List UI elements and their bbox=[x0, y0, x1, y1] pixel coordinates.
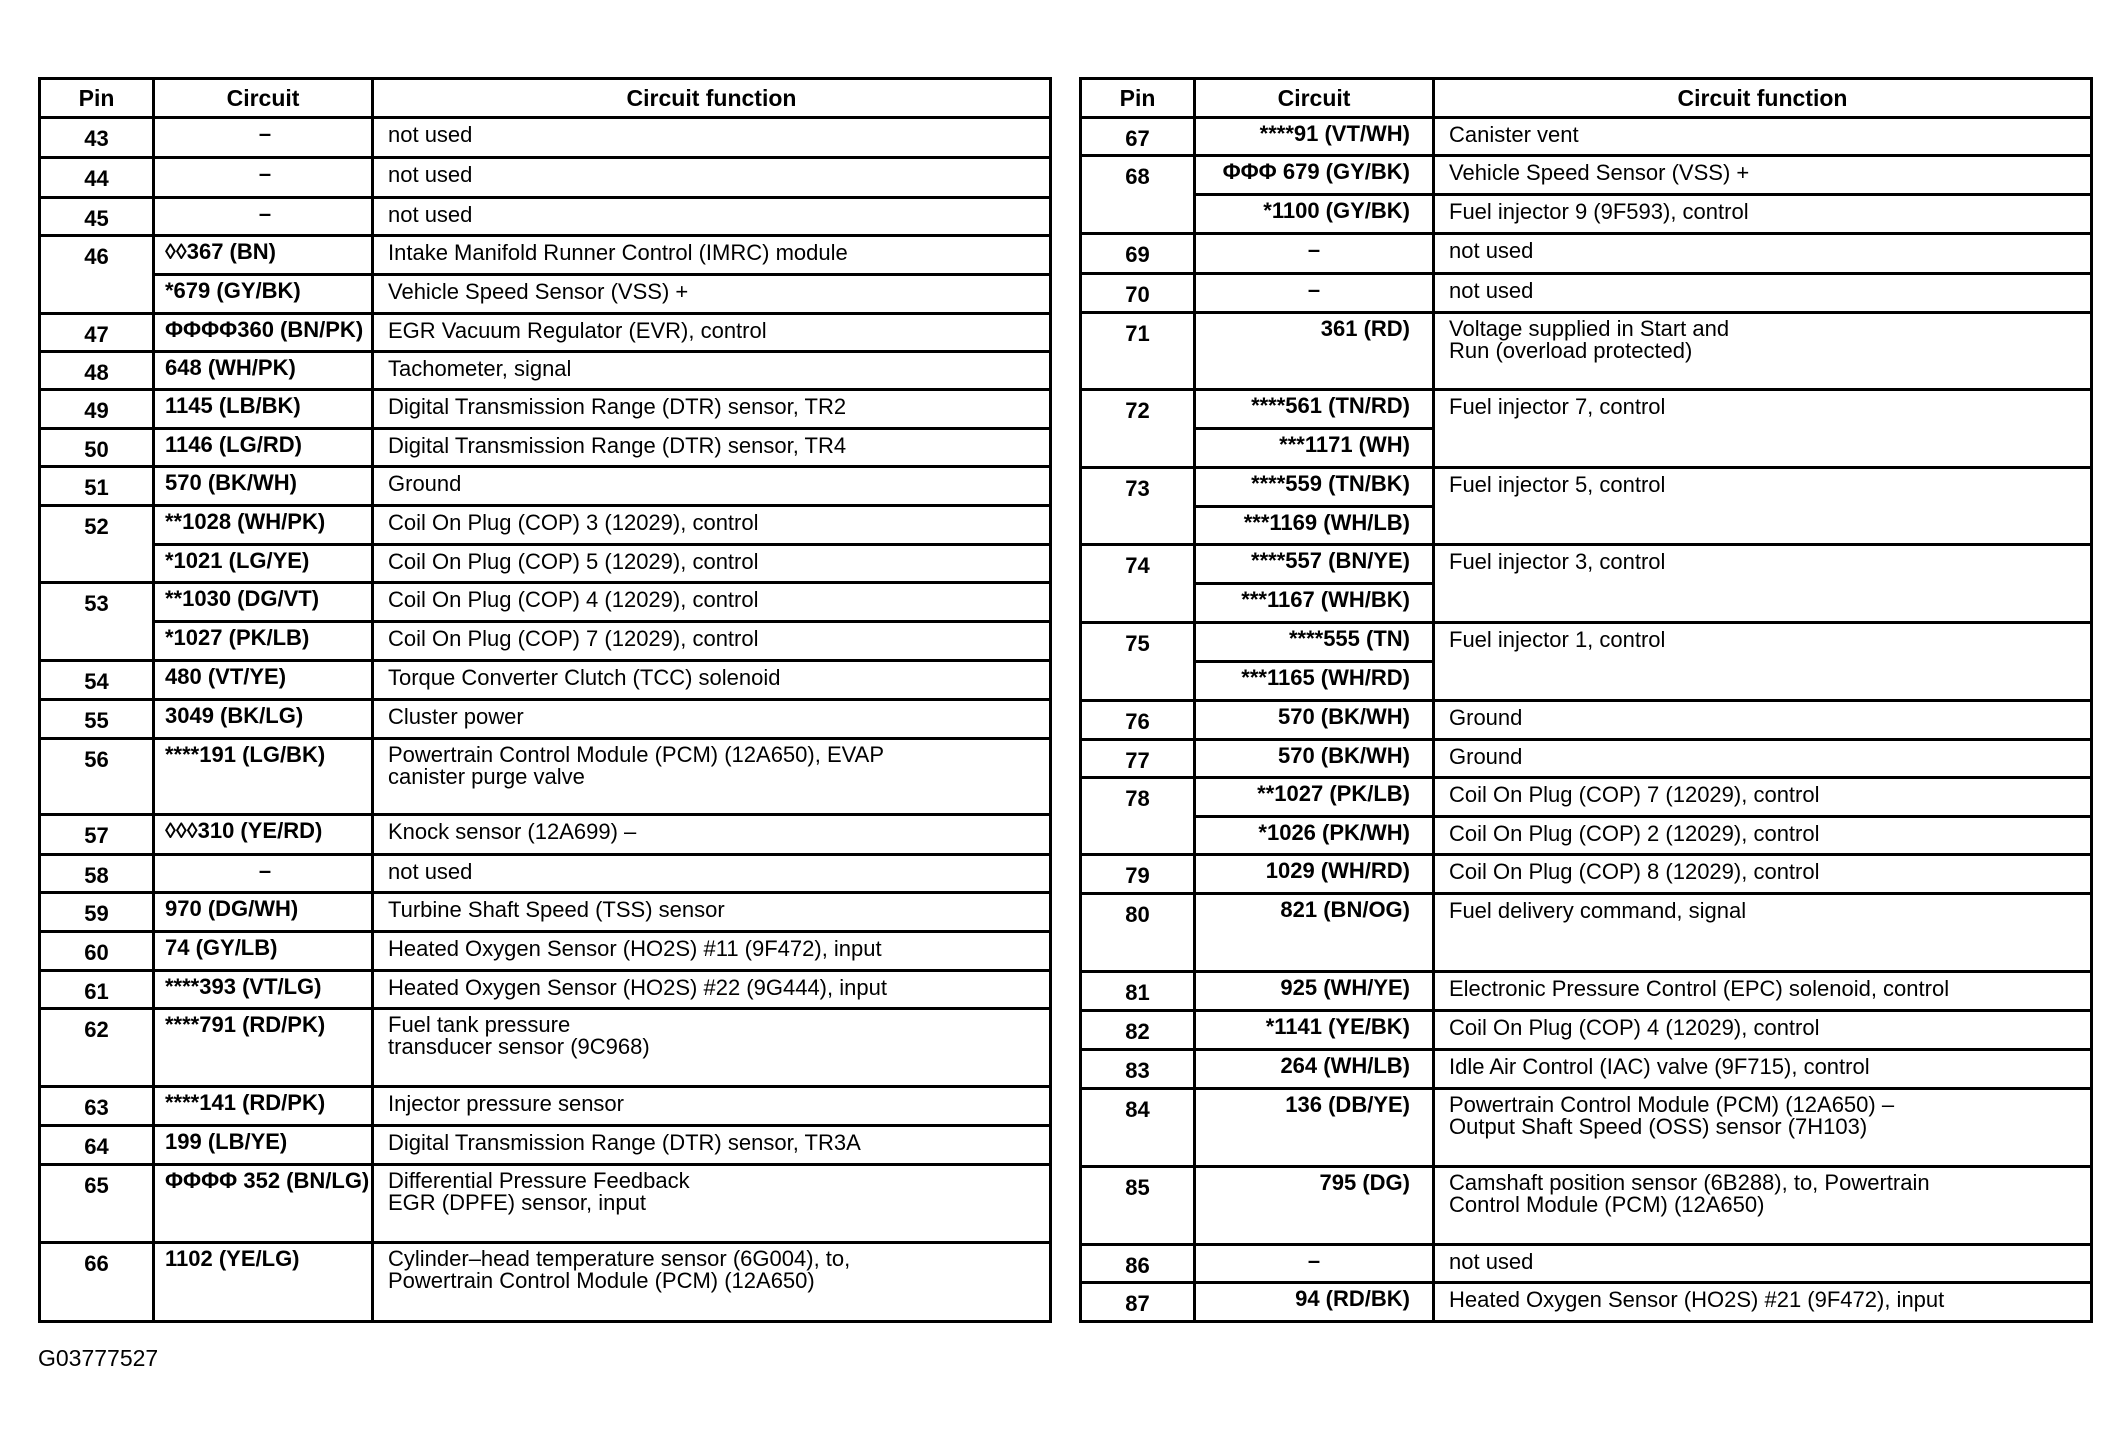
header-circuit-function: Circuit function bbox=[1434, 79, 2092, 118]
circuit-function: Electronic Pressure Control (EPC) solenoid, control bbox=[1434, 972, 2092, 1011]
pin-number: 49 bbox=[40, 390, 154, 429]
circuit-code: – bbox=[1195, 1245, 1434, 1283]
header-circuit: Circuit bbox=[154, 79, 373, 118]
pin-row bbox=[40, 1165, 1051, 1243]
circuit-code: – bbox=[1195, 274, 1434, 313]
pin-row bbox=[1081, 894, 2092, 972]
circuit-function: Heated Oxygen Sensor (HO2S) #11 (9F472), input bbox=[373, 932, 1051, 971]
pin-number: 45 bbox=[40, 198, 154, 236]
pin-row-continued bbox=[40, 622, 1051, 661]
circuit-function: Torque Converter Clutch (TCC) solenoid bbox=[373, 661, 1051, 700]
pin-number: 68 bbox=[1081, 156, 1195, 234]
circuit-function: Fuel injector 5, control bbox=[1434, 468, 2092, 545]
circuit-code: 648 (WH/PK) bbox=[154, 352, 373, 390]
circuit-function: Idle Air Control (IAC) valve (9F715), control bbox=[1434, 1050, 2092, 1089]
pin-number: 60 bbox=[40, 932, 154, 971]
pin-number: 53 bbox=[40, 583, 154, 661]
pin-row bbox=[40, 932, 1051, 971]
header-circuit-function: Circuit function bbox=[373, 79, 1051, 118]
circuit-code: 970 (DG/WH) bbox=[154, 893, 373, 932]
circuit-function: Digital Transmission Range (DTR) sensor, TR4 bbox=[373, 429, 1051, 467]
pin-row bbox=[1081, 623, 2092, 662]
circuit-code: 1146 (LG/RD) bbox=[154, 429, 373, 467]
pin-row bbox=[1081, 1011, 2092, 1050]
circuit-code: ***1171 (WH) bbox=[1195, 429, 1434, 468]
circuit-function: Intake Manifold Runner Control (IMRC) module bbox=[373, 236, 1051, 275]
circuit-code: ****561 (TN/RD) bbox=[1195, 390, 1434, 429]
pin-row bbox=[40, 390, 1051, 429]
pin-number: 74 bbox=[1081, 545, 1195, 623]
pin-number: 50 bbox=[40, 429, 154, 467]
header-row bbox=[40, 79, 1051, 118]
pin-row bbox=[40, 467, 1051, 506]
circuit-code: – bbox=[1195, 234, 1434, 274]
circuit-function: Coil On Plug (COP) 7 (12029), control bbox=[373, 622, 1051, 661]
pin-number: 73 bbox=[1081, 468, 1195, 545]
circuit-code: 480 (VT/YE) bbox=[154, 661, 373, 700]
circuit-function: Heated Oxygen Sensor (HO2S) #22 (9G444), input bbox=[373, 971, 1051, 1009]
pin-row bbox=[1081, 1167, 2092, 1245]
circuit-code: *1021 (LG/YE) bbox=[154, 544, 373, 583]
circuit-function: Fuel injector 9 (9F593), control bbox=[1434, 195, 2092, 234]
pin-number: 71 bbox=[1081, 313, 1195, 390]
pin-row bbox=[40, 815, 1051, 855]
figure-code: G03777527 bbox=[38, 1345, 159, 1371]
circuit-code: 1102 (YE/LG) bbox=[154, 1243, 373, 1322]
pin-row bbox=[1081, 740, 2092, 778]
header-row bbox=[1081, 79, 2092, 118]
circuit-code: ***1165 (WH/RD) bbox=[1195, 662, 1434, 701]
circuit-function: Fuel injector 7, control bbox=[1434, 390, 2092, 468]
circuit-code: 136 (DB/YE) bbox=[1195, 1089, 1434, 1167]
pin-row bbox=[1081, 545, 2092, 584]
pin-row bbox=[40, 661, 1051, 700]
pin-row bbox=[40, 198, 1051, 236]
circuit-code: 795 (DG) bbox=[1195, 1167, 1434, 1245]
pin-row bbox=[40, 1126, 1051, 1165]
circuit-function: Ground bbox=[1434, 701, 2092, 740]
circuit-function: not used bbox=[373, 198, 1051, 236]
circuit-function: Fuel delivery command, signal bbox=[1434, 894, 2092, 972]
pin-number: 84 bbox=[1081, 1089, 1195, 1167]
circuit-code: *1141 (YE/BK) bbox=[1195, 1011, 1434, 1050]
circuit-function: Differential Pressure Feedback EGR (DPFE) sensor, input bbox=[373, 1165, 1051, 1243]
circuit-code: 570 (BK/WH) bbox=[1195, 701, 1434, 740]
circuit-code: ****91 (VT/WH) bbox=[1195, 118, 1434, 156]
circuit-code: 74 (GY/LB) bbox=[154, 932, 373, 971]
pin-row bbox=[1081, 313, 2092, 390]
pin-number: 85 bbox=[1081, 1167, 1195, 1245]
pin-row bbox=[40, 158, 1051, 198]
circuit-function: Ground bbox=[373, 467, 1051, 506]
circuit-function: Fuel injector 3, control bbox=[1434, 545, 2092, 623]
pin-number: 46 bbox=[40, 236, 154, 314]
pin-number: 81 bbox=[1081, 972, 1195, 1011]
circuit-function: not used bbox=[373, 158, 1051, 198]
circuit-code: **1030 (DG/VT) bbox=[154, 583, 373, 622]
pin-row-continued bbox=[1081, 816, 2092, 855]
circuit-function: Coil On Plug (COP) 5 (12029), control bbox=[373, 544, 1051, 583]
pin-number: 80 bbox=[1081, 894, 1195, 972]
circuit-function: Fuel injector 1, control bbox=[1434, 623, 2092, 701]
header-pin: Pin bbox=[1081, 79, 1195, 118]
circuit-function: not used bbox=[373, 118, 1051, 158]
circuit-code: ◊◊367 (BN) bbox=[154, 236, 373, 275]
pin-row bbox=[40, 236, 1051, 275]
circuit-code: 264 (WH/LB) bbox=[1195, 1050, 1434, 1089]
pin-row bbox=[40, 971, 1051, 1009]
pin-row bbox=[40, 429, 1051, 467]
pinout-table-left bbox=[38, 77, 1052, 1323]
pin-row bbox=[1081, 1283, 2092, 1322]
pin-row bbox=[1081, 972, 2092, 1011]
pin-number: 83 bbox=[1081, 1050, 1195, 1089]
pin-row-continued bbox=[40, 275, 1051, 314]
circuit-code: ****191 (LG/BK) bbox=[154, 739, 373, 815]
pin-row bbox=[40, 1243, 1051, 1322]
circuit-function: not used bbox=[1434, 234, 2092, 274]
circuit-function: Coil On Plug (COP) 7 (12029), control bbox=[1434, 778, 2092, 817]
circuit-function: not used bbox=[373, 855, 1051, 893]
pin-row bbox=[1081, 855, 2092, 894]
circuit-code: 925 (WH/YE) bbox=[1195, 972, 1434, 1011]
pin-number: 56 bbox=[40, 739, 154, 815]
circuit-code: 94 (RD/BK) bbox=[1195, 1283, 1434, 1322]
circuit-code: – bbox=[154, 118, 373, 158]
pin-number: 69 bbox=[1081, 234, 1195, 274]
pin-number: 55 bbox=[40, 700, 154, 739]
pinout-table-right bbox=[1079, 77, 2093, 1323]
circuit-code: ΦΦΦΦ 352 (BN/LG) bbox=[154, 1165, 373, 1243]
circuit-code: ◊◊◊310 (YE/RD) bbox=[154, 815, 373, 855]
circuit-code: **1027 (PK/LB) bbox=[1195, 778, 1434, 817]
circuit-code: ***1167 (WH/BK) bbox=[1195, 584, 1434, 623]
circuit-function: Powertrain Control Module (PCM) (12A650) – Output Shaft Speed (OSS) sensor (7H103) bbox=[1434, 1089, 2092, 1167]
pin-number: 58 bbox=[40, 855, 154, 893]
pin-row bbox=[40, 1009, 1051, 1087]
pin-number: 57 bbox=[40, 815, 154, 855]
pin-number: 47 bbox=[40, 314, 154, 352]
circuit-code: ****791 (RD/PK) bbox=[154, 1009, 373, 1087]
pin-row bbox=[40, 1087, 1051, 1126]
pin-number: 63 bbox=[40, 1087, 154, 1126]
circuit-code: ****559 (TN/BK) bbox=[1195, 468, 1434, 507]
pin-row bbox=[40, 583, 1051, 622]
circuit-function: Cluster power bbox=[373, 700, 1051, 739]
circuit-code: – bbox=[154, 158, 373, 198]
circuit-code: ***1169 (WH/LB) bbox=[1195, 506, 1434, 545]
circuit-code: 570 (BK/WH) bbox=[154, 467, 373, 506]
circuit-code: – bbox=[154, 855, 373, 893]
pin-number: 62 bbox=[40, 1009, 154, 1087]
header-circuit: Circuit bbox=[1195, 79, 1434, 118]
circuit-function: Coil On Plug (COP) 2 (12029), control bbox=[1434, 816, 2092, 855]
circuit-function: Canister vent bbox=[1434, 118, 2092, 156]
circuit-function: Vehicle Speed Sensor (VSS) + bbox=[373, 275, 1051, 314]
pin-row bbox=[40, 314, 1051, 352]
pin-number: 51 bbox=[40, 467, 154, 506]
circuit-function: Turbine Shaft Speed (TSS) sensor bbox=[373, 893, 1051, 932]
pin-number: 54 bbox=[40, 661, 154, 700]
pin-row bbox=[1081, 390, 2092, 429]
circuit-function: Voltage supplied in Start and Run (overload protected) bbox=[1434, 313, 2092, 390]
circuit-function: Coil On Plug (COP) 3 (12029), control bbox=[373, 506, 1051, 545]
pin-row bbox=[1081, 701, 2092, 740]
pin-number: 86 bbox=[1081, 1245, 1195, 1283]
pin-number: 48 bbox=[40, 352, 154, 390]
pin-row bbox=[1081, 1050, 2092, 1089]
pin-row bbox=[40, 739, 1051, 815]
circuit-function: Heated Oxygen Sensor (HO2S) #21 (9F472), input bbox=[1434, 1283, 2092, 1322]
pin-number: 76 bbox=[1081, 701, 1195, 740]
pin-row bbox=[40, 118, 1051, 158]
circuit-function: Digital Transmission Range (DTR) sensor, TR2 bbox=[373, 390, 1051, 429]
circuit-function: Fuel tank pressure transducer sensor (9C968) bbox=[373, 1009, 1051, 1087]
pin-row bbox=[1081, 234, 2092, 274]
circuit-code: ****141 (RD/PK) bbox=[154, 1087, 373, 1126]
pin-row-continued bbox=[40, 544, 1051, 583]
circuit-function: Powertrain Control Module (PCM) (12A650), EVAP canister purge valve bbox=[373, 739, 1051, 815]
pin-number: 77 bbox=[1081, 740, 1195, 778]
circuit-code: ****557 (BN/YE) bbox=[1195, 545, 1434, 584]
circuit-code: **1028 (WH/PK) bbox=[154, 506, 373, 545]
pin-row bbox=[40, 700, 1051, 739]
circuit-function: not used bbox=[1434, 274, 2092, 313]
circuit-code: 361 (RD) bbox=[1195, 313, 1434, 390]
pin-number: 44 bbox=[40, 158, 154, 198]
pin-row bbox=[40, 352, 1051, 390]
pin-row bbox=[40, 893, 1051, 932]
circuit-code: – bbox=[154, 198, 373, 236]
circuit-function: not used bbox=[1434, 1245, 2092, 1283]
circuit-code: 821 (BN/OG) bbox=[1195, 894, 1434, 972]
circuit-code: 570 (BK/WH) bbox=[1195, 740, 1434, 778]
circuit-code: 3049 (BK/LG) bbox=[154, 700, 373, 739]
pin-row bbox=[1081, 156, 2092, 195]
pin-row bbox=[1081, 1089, 2092, 1167]
circuit-function: Coil On Plug (COP) 4 (12029), control bbox=[1434, 1011, 2092, 1050]
circuit-function: Cylinder–head temperature sensor (6G004), to, Powertrain Control Module (PCM) (12A650) bbox=[373, 1243, 1051, 1322]
circuit-function: Knock sensor (12A699) – bbox=[373, 815, 1051, 855]
pin-number: 64 bbox=[40, 1126, 154, 1165]
pin-number: 43 bbox=[40, 118, 154, 158]
circuit-function: Ground bbox=[1434, 740, 2092, 778]
circuit-function: EGR Vacuum Regulator (EVR), control bbox=[373, 314, 1051, 352]
pin-row bbox=[40, 855, 1051, 893]
pin-row bbox=[1081, 778, 2092, 817]
circuit-code: 199 (LB/YE) bbox=[154, 1126, 373, 1165]
circuit-function: Tachometer, signal bbox=[373, 352, 1051, 390]
circuit-function: Camshaft position sensor (6B288), to, Powertrain Control Module (PCM) (12A650) bbox=[1434, 1167, 2092, 1245]
pin-number: 67 bbox=[1081, 118, 1195, 156]
circuit-code: *1026 (PK/WH) bbox=[1195, 816, 1434, 855]
pin-number: 82 bbox=[1081, 1011, 1195, 1050]
header-pin: Pin bbox=[40, 79, 154, 118]
circuit-function: Injector pressure sensor bbox=[373, 1087, 1051, 1126]
pin-row-continued bbox=[1081, 195, 2092, 234]
pin-row bbox=[1081, 118, 2092, 156]
pin-number: 65 bbox=[40, 1165, 154, 1243]
pin-number: 66 bbox=[40, 1243, 154, 1322]
pin-number: 52 bbox=[40, 506, 154, 583]
pin-number: 87 bbox=[1081, 1283, 1195, 1322]
circuit-code: *1100 (GY/BK) bbox=[1195, 195, 1434, 234]
circuit-code: ****555 (TN) bbox=[1195, 623, 1434, 662]
pin-row bbox=[40, 506, 1051, 545]
pin-number: 61 bbox=[40, 971, 154, 1009]
pin-row bbox=[1081, 1245, 2092, 1283]
circuit-code: ΦΦΦΦ360 (BN/PK) bbox=[154, 314, 373, 352]
circuit-function: Coil On Plug (COP) 4 (12029), control bbox=[373, 583, 1051, 622]
pin-number: 70 bbox=[1081, 274, 1195, 313]
circuit-function: Digital Transmission Range (DTR) sensor, TR3A bbox=[373, 1126, 1051, 1165]
pin-number: 59 bbox=[40, 893, 154, 932]
circuit-code: 1145 (LB/BK) bbox=[154, 390, 373, 429]
circuit-code: 1029 (WH/RD) bbox=[1195, 855, 1434, 894]
pin-number: 75 bbox=[1081, 623, 1195, 701]
circuit-function: Coil On Plug (COP) 8 (12029), control bbox=[1434, 855, 2092, 894]
pin-row bbox=[1081, 274, 2092, 313]
circuit-code: ****393 (VT/LG) bbox=[154, 971, 373, 1009]
circuit-function: Vehicle Speed Sensor (VSS) + bbox=[1434, 156, 2092, 195]
circuit-code: *1027 (PK/LB) bbox=[154, 622, 373, 661]
pin-number: 79 bbox=[1081, 855, 1195, 894]
circuit-code: *679 (GY/BK) bbox=[154, 275, 373, 314]
pin-number: 72 bbox=[1081, 390, 1195, 468]
circuit-code: ΦΦΦ 679 (GY/BK) bbox=[1195, 156, 1434, 195]
pin-number: 78 bbox=[1081, 778, 1195, 855]
pin-row bbox=[1081, 468, 2092, 507]
